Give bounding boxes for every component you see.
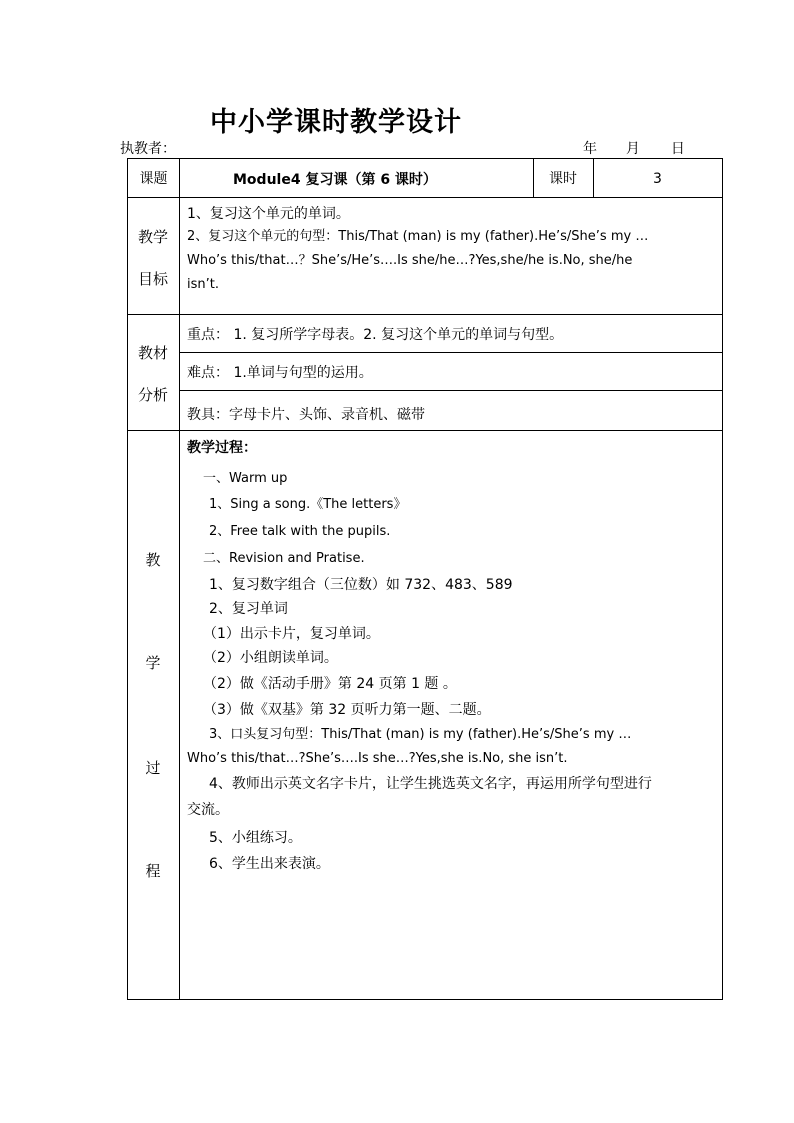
process-line: 一、Warm up [203,471,288,486]
row-divider [179,352,722,353]
process-label-char: 程 [145,862,161,880]
row-divider [179,390,722,391]
process-line: 2、复习单词 [209,601,288,617]
topic-label: 课题 [139,171,168,187]
key-points: 重点： 1. 复习所学字母表。2. 复习这个单元的单词与句型。 [187,327,564,343]
difficulties: 难点： 1.单词与句型的运用。 [187,365,373,381]
process-line: 交流。 [187,802,229,818]
process-line: 4、教师出示英文名字卡片，让学生挑选英文名字，再运用所学句型进行 [209,776,652,792]
process-label-char: 教 [145,551,161,569]
process-line: 6、学生出来表演。 [209,856,330,872]
objective-line: Who’s this/that…？She’s/He’s….Is she/he…?Yes,she/he is.No, she/he [187,253,633,268]
period-value: 3 [653,171,662,187]
column-divider [179,159,180,999]
date-fields [583,138,685,158]
objective-line: isn’t. [187,277,219,292]
date-month-label: 月 [625,141,640,157]
period-label: 课时 [549,171,577,187]
process-line: 3、口头复习句型：This/That (man) is my (father).He’s/She’s my … [209,727,632,742]
date-year-label: 年 [583,141,597,157]
process-line: 1、Sing a song.《The letters》 [209,497,407,512]
process-line: （2）做《活动手册》第 24 页第 1 题 。 [203,676,457,692]
process-heading: 教学过程： [187,440,257,456]
objective-line: 2、复习这个单元的句型：This/That (man) is my (father).He’s/She’s my … [187,229,649,244]
lesson-plan-table [127,158,723,1000]
row-divider [128,430,722,431]
process-line: （1）出示卡片，复习单词。 [203,626,380,642]
process-line: 5、小组练习。 [209,830,302,846]
page-title: 中小学课时教学设计 [210,107,462,138]
topic-value: Module4 复习课（第 6 课时） [233,172,437,188]
row-divider [128,314,722,315]
objectives-label-2: 目标 [137,270,168,288]
teacher-label: 执教者： [120,141,176,157]
process-line: （2）小组朗读单词。 [203,650,338,666]
process-line: 2、Free talk with the pupils. [209,524,391,539]
process-label-char: 学 [145,654,161,672]
process-line: Who’s this/that…?She’s….Is she…?Yes,she is.No, she isn’t. [187,751,568,766]
row-divider [128,197,722,198]
process-line: 1、复习数字组合（三位数）如 732、483、589 [209,577,513,593]
objectives-label-1: 教学 [137,228,168,246]
date-day-label: 日 [670,141,685,157]
analysis-label-1: 教材 [137,344,168,362]
process-line: （3）做《双基》第 32 页听力第一题、二题。 [203,702,491,718]
objective-line: 1、复习这个单元的单词。 [187,206,350,222]
analysis-label-2: 分析 [137,386,168,404]
process-label-char: 过 [145,759,161,777]
teaching-aids: 教具：字母卡片、头饰、录音机、磁带 [187,407,425,423]
process-line: 二、Revision and Pratise. [203,551,365,566]
